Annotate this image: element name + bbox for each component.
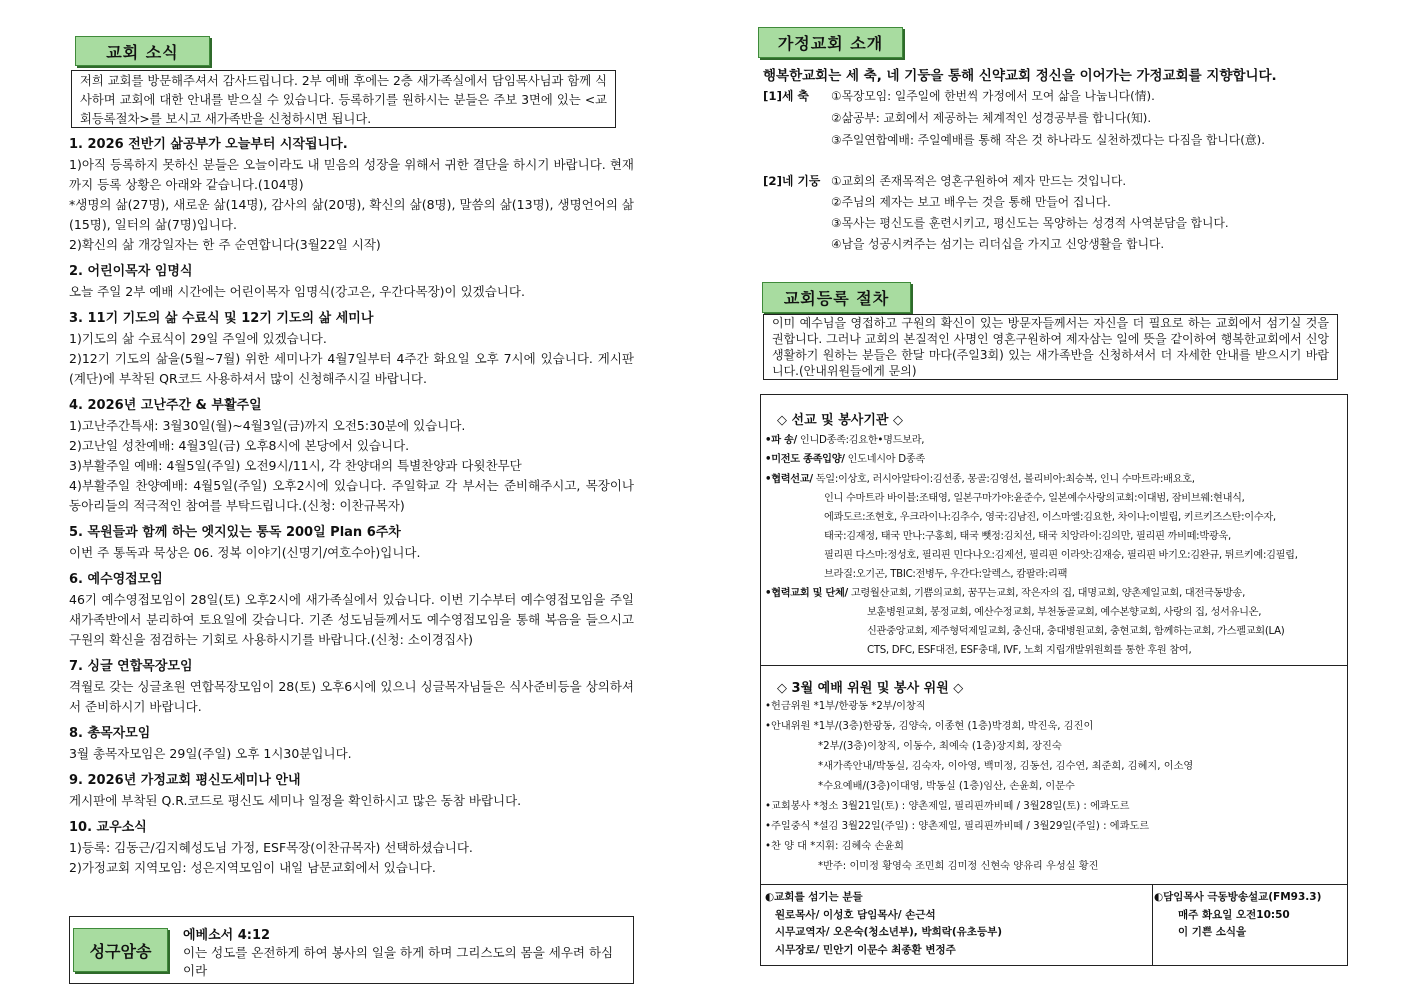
- news-section: [69, 570, 634, 650]
- verse-reference: 에베소서 4:12: [183, 928, 271, 943]
- servants-line: 시무교역자/ 오은숙(청소년부), 박희락(유초등부): [775, 926, 1003, 938]
- axes-item-3: ③주일연합예배: 주일예배를 통해 작은 것 하나라도 실천하겠다는 다짐을 합니다(意).: [831, 133, 1265, 147]
- news-section-line: 2)12기 기도의 삶을(5월~7월) 위한 세미나가 4월7일부터 4주간 화요일 오후 7시에 있습니다. 게시판(계단)에 부착된 QR코드 사용하셔서 많이 신청해주시길 바랍니다.: [69, 351, 634, 386]
- mission-line: [824, 565, 1067, 584]
- house-church-intro: 행복한교회는 세 축, 네 기둥을 통해 신약교회 정신을 이어가는 가정교회를 지향합니다.: [763, 68, 1277, 84]
- axes-item-2: ②삶공부: 교회에서 제공하는 체계적인 성경공부를 합니다(知).: [831, 111, 1152, 125]
- news-section-line: 3월 총목자모임은 29일(주일) 오후 1시30분입니다.: [69, 746, 352, 761]
- news-section-line: 1)고난주간특새: 3월30일(월)~4월3일(금)까지 오전5:30분에 있습니다.: [69, 418, 466, 433]
- pillars-item-3: ③목사는 평신도를 훈련시키고, 평신도는 목양하는 성경적 사역분담을 합니다.: [831, 216, 1229, 230]
- worship-line: *2부/(3층)이창직, 이동수, 최예숙 (1층)장지희, 장진숙: [818, 741, 1062, 752]
- mission-line: [824, 527, 1231, 546]
- news-section-title: 9. 2026년 가정교회 평신도세미나 안내: [69, 773, 301, 788]
- divider: [761, 665, 1347, 666]
- verse-tab: 성구암송: [73, 928, 168, 972]
- worship-line: •찬 양 대 *지휘: 김혜숙 손윤희: [765, 841, 904, 852]
- intro-box: [71, 70, 616, 128]
- news-section: [69, 262, 634, 302]
- mission-line: [765, 584, 1245, 603]
- mission-line: [765, 470, 1195, 489]
- news-section-line: 3)부활주일 예배: 4월5일(주일) 오전9시/11시, 각 찬양대의 특별찬양과 다윗찬무단: [69, 458, 522, 473]
- news-section-title: 6. 예수영접모임: [69, 572, 163, 587]
- mission-line-value: 브라질:오기곤, TBIC:전병두, 우간다:알렉스, 캄팔라:리팩: [824, 569, 1068, 580]
- news-section-title: 2. 어린이목자 임명식: [69, 264, 193, 279]
- worship-title: ◇ 3월 예배 위원 및 봉사 위원 ◇: [777, 681, 964, 696]
- mission-line-value: 신관중앙교회, 제주형덕제일교회, 충신대, 충대병원교회, 충현교회, 함께하는교회, 가스펠교회(LA): [867, 626, 1285, 637]
- mission-line: [867, 603, 1261, 622]
- mission-line: [867, 641, 1191, 660]
- news-section: [69, 724, 634, 764]
- news-section: [69, 523, 634, 563]
- intro-text: 저희 교회를 방문해주셔서 감사드립니다. 2부 예배 후에는 2층 새가족실에서 담임목사님과 함께 식사하며 교회에 대한 안내를 받으실 수 있습니다. 등록하기를 원하시는 분들은 주보 3면에 있는 <교회등록절차>를 보시고 새가족반을 신청하시면 됩니다.: [80, 74, 607, 126]
- worship-line: *수요예배/(3층)이대영, 박동실 (1층)임산, 손윤희, 이문수: [818, 781, 1075, 792]
- news-section-line: *생명의 삶(27명), 새로운 삶(14명), 감사의 삶(20명), 확신의 삶(8명), 말씀의 삶(13명), 생명언어의 삶(15명), 일터의 삶(7명)입니다.: [69, 197, 634, 232]
- mission-line-value: 에콰도르:조현호, 우크라이나:김추수, 영국:김남진, 이스마엘:김요한, 차이나:이빌립, 키르키즈스탄:이수자,: [824, 512, 1276, 523]
- news-section-line: 2)확신의 삶 개강일자는 한 주 순연합니다(3월22일 시작): [69, 237, 381, 252]
- mission-line: [765, 431, 924, 450]
- news-section: [69, 771, 634, 811]
- church-news-tab: 교회 소식: [75, 36, 210, 66]
- news-section-line: 오늘 주일 2부 예배 시간에는 어린이목자 임명식(강고은, 우간다목장)이 있겠습니다.: [69, 284, 525, 299]
- mission-line-key: •파 송/: [765, 435, 797, 446]
- servants-line: 시무장로/ 민안기 이문수 최종환 변정주: [775, 943, 956, 956]
- divider: [1152, 884, 1153, 965]
- news-section-line: 2)고난일 성찬예배: 4월3일(금) 오후8시에 본당에서 있습니다.: [69, 438, 410, 453]
- worship-line: •주일중식 *설김 3월22일(주일) : 양촌제일, 필리핀까비떼 / 3월29일(주일) : 에콰도르: [765, 821, 1150, 832]
- mission-line-value: 인니D종족:김요한•명드보라,: [796, 435, 925, 446]
- broadcast-line: 매주 화요일 오전10:50: [1178, 908, 1290, 921]
- broadcast-line: ◐담임목사 극동방송설교(FM93.3): [1154, 891, 1322, 903]
- pillars-block: [763, 171, 1343, 259]
- mission-line: [824, 489, 1245, 508]
- news-section: [69, 135, 634, 255]
- mission-line-key: •미전도 종족입양/: [765, 454, 845, 465]
- broadcast-line: 이 기쁜 소식을: [1178, 926, 1247, 938]
- news-section-line: 1)등록: 김동근/김지혜성도님 가정, ESF목장(이찬규목자) 선택하셨습니다.: [69, 840, 473, 855]
- verse-text: 이는 성도를 온전하게 하여 봉사의 일을 하게 하며 그리스도의 몸을 세우려 하심이라: [183, 945, 614, 978]
- mission-line: [824, 508, 1276, 527]
- news-section-title: 10. 교우소식: [69, 820, 147, 835]
- news-section-line: 2)가정교회 지역모임: 성은지역모임이 내일 남문교회에서 있습니다.: [69, 860, 436, 875]
- broadcast-info: [1154, 889, 1321, 942]
- worship-line: •교회봉사 *청소 3월21일(토) : 양촌제일, 필리핀까비떼 / 3월28일(토) : 에콰도르: [765, 801, 1130, 812]
- news-section-title: 7. 싱글 연합목장모임: [69, 659, 193, 674]
- pillars-item-2: ②주님의 제자는 보고 배우는 것을 통해 만들어 집니다.: [831, 195, 1111, 209]
- mission-line-key: •협력교회 및 단체/: [765, 588, 848, 599]
- news-section-title: 4. 2026년 고난주간 & 부활주일: [69, 398, 262, 413]
- mission-line: [824, 546, 1298, 565]
- news-section-line: 1)기도의 삶 수료식이 29일 주일에 있겠습니다.: [69, 331, 327, 346]
- mission-line: [867, 622, 1284, 641]
- news-section-line: 46기 예수영접모임이 28일(토) 오후2시에 새가족실에서 있습니다. 이번 기수부터 예수영접모임을 주일 새가족반에서 분리하여 토요일에 갖습니다. 기존 성도님들께서도 예수영접모임을 통해 복음을 들으시고 구원의 확신을 점검하는 기회로 사용하시기를 바랍니다.(신청: 소이경집사): [69, 592, 634, 647]
- worship-line: *새가족안내/박동실, 김숙자, 이아영, 백미정, 김동선, 김수연, 최준희, 김혜지, 이소영: [818, 761, 1194, 772]
- news-section-title: 8. 총목자모임: [69, 726, 151, 741]
- news-list: [69, 135, 634, 885]
- mission-line-value: 필리핀 다스마:정성호, 필리핀 민다나오:김제선, 필리핀 이라앗:김재승, 필리핀 바기오:김완규, 튀르키예:김필립,: [824, 550, 1298, 561]
- mission-line-value: 인도네시아 D종족: [844, 454, 925, 465]
- mission-line-value: CTS, DFC, ESF대전, ESF충대, IVF, 노회 지립개발위원회를 통한 후원 참여,: [867, 645, 1192, 656]
- news-section: [69, 818, 634, 878]
- mission-line-value: 독일:이상호, 러시아알타이:김선종, 몽골:김영선, 볼리비아:최승복, 인니 수마트라:배요호,: [812, 474, 1195, 485]
- mission-line: [765, 450, 925, 469]
- worship-line: •안내위원 *1부/(3층)한광동, 김양숙, 이종현 (1층)박경희, 박진욱, 김진이: [765, 721, 1094, 732]
- mission-line-key: •협력선교/: [765, 474, 813, 485]
- divider: [761, 884, 1347, 885]
- mission-line-value: 태국:김재정, 태국 만나:구홍회, 태국 뺏정:김치선, 태국 치앙라이:김의만, 필리핀 까비떼:박광욱,: [824, 531, 1231, 542]
- news-section: [69, 396, 634, 516]
- servants-line: ◐교회를 섬기는 분들: [765, 891, 863, 903]
- pillars-item-1: ①교회의 존재목적은 영혼구원하여 제자 만드는 것입니다.: [831, 174, 1127, 188]
- news-section-line: 격월로 갖는 싱글초원 연합목장모임이 28(토) 오후6시에 있으니 싱글목자님들은 식사준비등을 상의하셔서 준비하시기 바랍니다.: [69, 679, 634, 714]
- pillars-label: [2]네 기둥: [763, 174, 821, 188]
- mission-box: [760, 394, 1348, 966]
- pillars-item-4: ④남을 성공시켜주는 섬기는 리더십을 가지고 신앙생활을 합니다.: [831, 237, 1165, 251]
- mission-line-value: 인니 수마트라 바이블:조태영, 일본구마가야:윤준수, 일본예수사랑의교회:이대범, 잠비브웨:현내식,: [824, 493, 1245, 504]
- axes-block: [763, 86, 1343, 152]
- axes-label: [1]세 축: [763, 89, 809, 103]
- news-section: [69, 657, 634, 717]
- axes-item-1: ①목장모임: 일주일에 한번씩 가정에서 모여 삶을 나눕니다(情).: [831, 89, 1155, 103]
- worship-line: *반주: 이미정 황영숙 조민희 김미정 신현숙 양유리 우성실 황진: [818, 861, 1099, 872]
- news-section-title: 5. 목원들과 함께 하는 엣지있는 통독 200일 Plan 6주차: [69, 525, 401, 540]
- news-section-line: 1)아직 등록하지 못하신 분들은 오늘이라도 내 믿음의 성장을 위해서 귀한 결단을 하시기 바랍니다. 현재까지 등록 상황은 아래와 같습니다.(104명): [69, 157, 634, 192]
- worship-line: •헌금위원 *1부/한광동 *2부/이창직: [765, 701, 926, 712]
- news-section: [69, 309, 634, 389]
- news-section-line: 4)부활주일 찬양예배: 4월5일(주일) 오후2시에 있습니다. 주일학교 각 부서는 준비해주시고, 목장이나 동아리들의 적극적인 참여를 부탁드립니다.(신청: 이찬규목자): [69, 478, 634, 513]
- news-section-title: 1. 2026 전반기 삶공부가 오늘부터 시작됩니다.: [69, 137, 348, 152]
- news-section-line: 이번 주 통독과 묵상은 06. 정복 이야기(신명기/여호수아)입니다.: [69, 545, 421, 560]
- house-church-tab: 가정교회 소개: [758, 27, 903, 58]
- mission-line-value: 고령월산교회, 기쁨의교회, 꿈꾸는교회, 작은자의 집, 대명교회, 양촌제일교회, 대전극동방송,: [847, 588, 1246, 599]
- registration-tab: 교회등록 절차: [762, 282, 911, 313]
- news-section-line: 게시판에 부착된 Q.R.코드로 평신도 세미나 일정을 확인하시고 많은 동참 바랍니다.: [69, 793, 522, 808]
- registration-text: 이미 예수님을 영접하고 구원의 확신이 있는 방문자들께서는 자신을 더 필요로 하는 교회에서 섬기실 것을 권합니다. 그러나 교회의 본질적인 사명인 영혼구원하여 제자삼는 일에 뜻을 같이하여 행복한교회에서 신앙생활하기 원하는 분들은 한달 마다(주일3회) 있는 새가족반을 신청하셔서 더 자세한 안내를 받으시기 바랍니다.(안내위원들에게 문의): [772, 316, 1329, 378]
- registration-box: [763, 314, 1338, 380]
- mission-line-value: 보훈병원교회, 봉정교회, 예산수정교회, 부천동골교회, 예수본향교회, 사랑의 집, 성서유니온,: [867, 607, 1262, 618]
- servants-info: [765, 889, 1002, 959]
- news-section-title: 3. 11기 기도의 삶 수료식 및 12기 기도의 삶 세미나: [69, 311, 374, 326]
- mission-title: ◇ 선교 및 봉사기관 ◇: [777, 413, 904, 428]
- servants-line: 원로목사/ 이성호 담임목사/ 손근석: [775, 908, 936, 921]
